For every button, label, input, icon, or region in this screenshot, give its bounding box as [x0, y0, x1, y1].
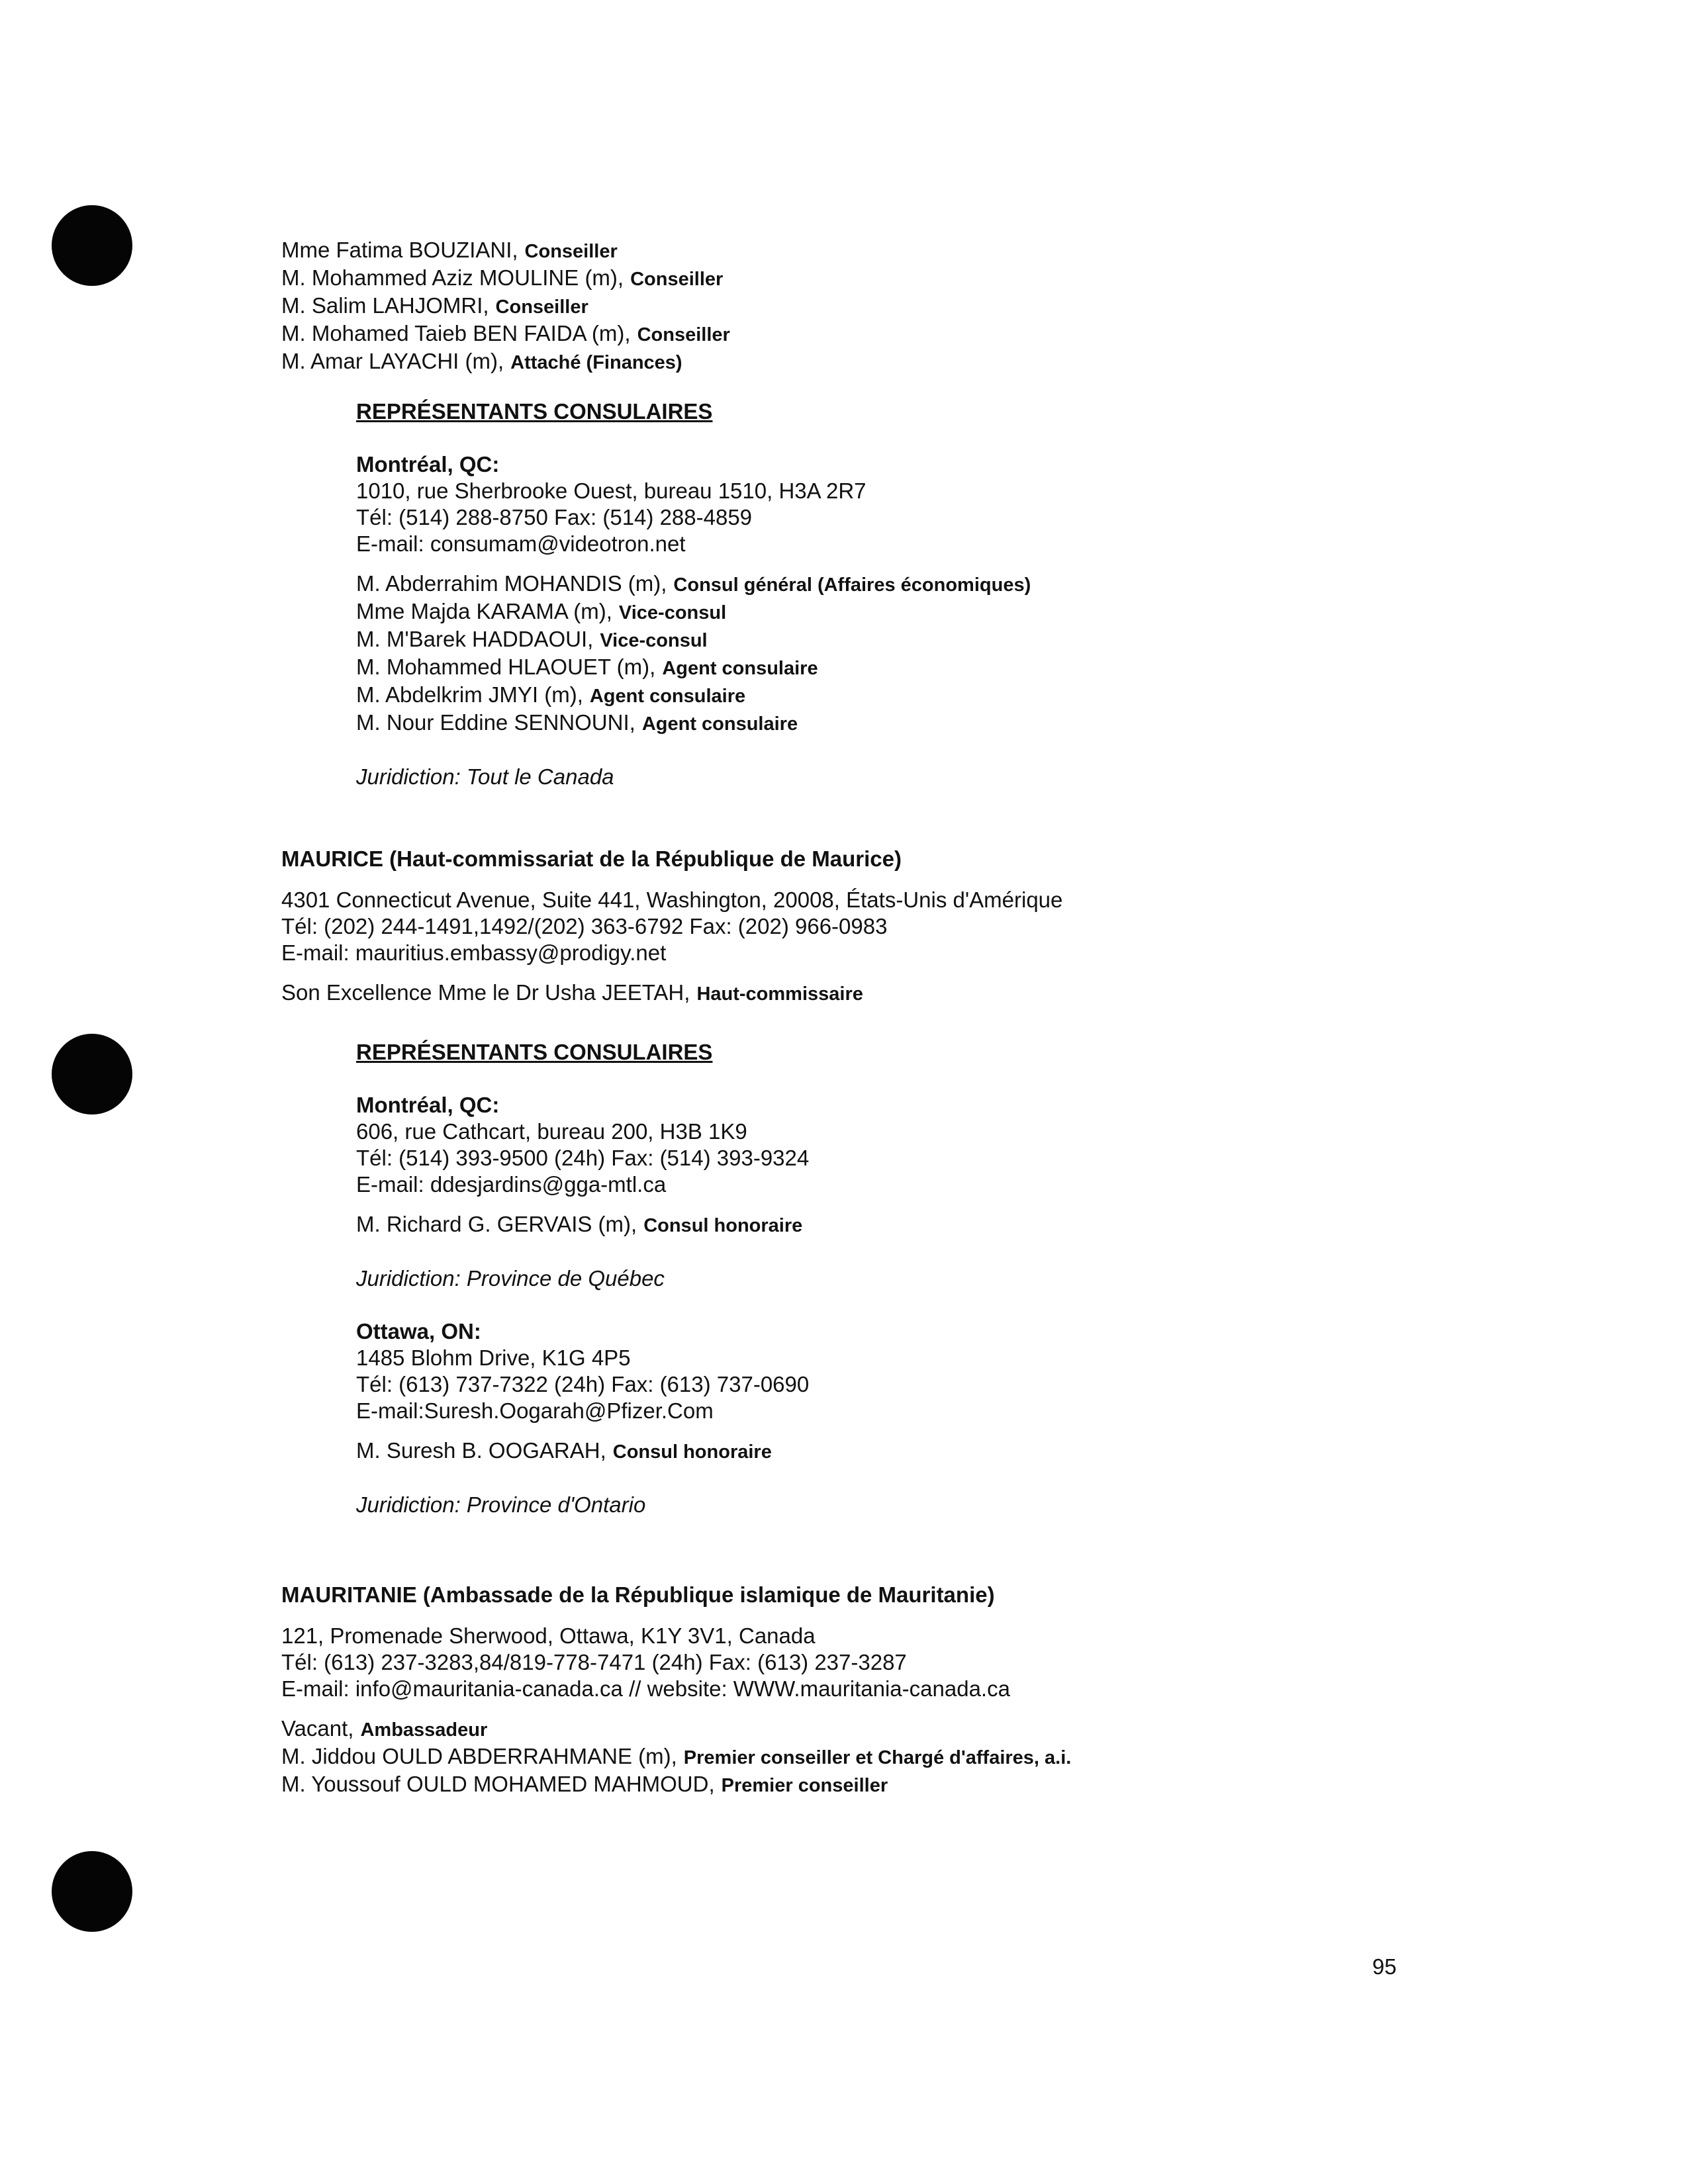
staff-line: M. M'Barek HADDAOUI, Vice-consul: [356, 627, 708, 651]
staff-line: M. Mohammed HLAOUET (m), Agent consulaire: [356, 655, 818, 679]
staff-line: M. Amar LAYACHI (m), Attaché (Finances): [281, 349, 682, 373]
staff-line: M. Mohamed Taieb BEN FAIDA (m), Conseiller: [281, 321, 730, 345]
phone-line: Tél: (514) 393-9500 (24h) Fax: (514) 393-9324: [356, 1146, 810, 1170]
address-line: 121, Promenade Sherwood, Ottawa, K1Y 3V1, Canada: [281, 1623, 816, 1648]
email-line: E-mail:Suresh.Oogarah@Pfizer.Com: [356, 1398, 714, 1423]
staff-line: M. Richard G. GERVAIS (m), Consul honoraire: [356, 1212, 803, 1236]
head-of-mission: Son Excellence Mme le Dr Usha JEETAH, Haut-commissaire: [281, 980, 863, 1005]
staff-line: M. Mohammed Aziz MOULINE (m), Conseiller: [281, 265, 724, 290]
address-line: 1485 Blohm Drive, K1G 4P5: [356, 1345, 631, 1370]
staff-line: Mme Fatima BOUZIANI, Conseiller: [281, 238, 618, 262]
email-line: E-mail: ddesjardins@gga-mtl.ca: [356, 1172, 667, 1197]
country-heading: MAURICE (Haut-commissariat de la République de Maurice): [281, 846, 902, 871]
email-line: E-mail: mauritius.embassy@prodigy.net: [281, 940, 667, 965]
phone-line: Tél: (613) 237-3283,84/819-778-7471 (24h) Fax: (613) 237-3287: [281, 1650, 907, 1674]
binder-hole-bottom: [52, 1851, 132, 1932]
staff-line: M. Jiddou OULD ABDERRAHMANE (m), Premier conseiller et Chargé d'affaires, a.i.: [281, 1744, 1072, 1768]
top-staff-list: [281, 237, 730, 376]
city-heading: Montréal, QC:: [356, 1093, 500, 1117]
city-heading: Ottawa, ON:: [356, 1319, 481, 1343]
address-line: 1010, rue Sherbrooke Ouest, bureau 1510, H3A 2R7: [356, 478, 867, 503]
address-line: 606, rue Cathcart, bureau 200, H3B 1K9: [356, 1119, 747, 1144]
mauritanie-section: [281, 1582, 1071, 1799]
maroc-consular-section: [356, 398, 1031, 790]
country-heading: MAURITANIE (Ambassade de la République islamique de Mauritanie): [281, 1582, 995, 1607]
phone-line: Tél: (202) 244-1491,1492/(202) 363-6792 Fax: (202) 966-0983: [281, 914, 888, 938]
staff-line: M. Salim LAHJOMRI, Conseiller: [281, 293, 588, 318]
staff-line: Mme Majda KARAMA (m), Vice-consul: [356, 599, 727, 623]
jurisdiction: Juridiction: Province d'Ontario: [356, 1492, 646, 1517]
jurisdiction: Juridiction: Tout le Canada: [356, 764, 614, 789]
phone-line: Tél: (613) 737-7322 (24h) Fax: (613) 737-0690: [356, 1372, 810, 1396]
email-line: E-mail: consumam@videotron.net: [356, 531, 686, 556]
maurice-consular-section: [356, 1039, 809, 1518]
staff-line: Vacant, Ambassadeur: [281, 1716, 488, 1741]
maurice-section: [281, 846, 1062, 1007]
staff-line: M. Nour Eddine SENNOUNI, Agent consulaire: [356, 710, 798, 735]
address-line: 4301 Connecticut Avenue, Suite 441, Washington, 20008, États-Unis d'Amérique: [281, 887, 1063, 912]
consular-heading: REPRÉSENTANTS CONSULAIRES: [356, 1040, 713, 1064]
email-line: E-mail: info@mauritania-canada.ca // website: WWW.mauritania-canada.ca: [281, 1676, 1010, 1701]
staff-line: M. Youssouf OULD MOHAMED MAHMOUD, Premier conseiller: [281, 1772, 888, 1796]
jurisdiction: Juridiction: Province de Québec: [356, 1266, 665, 1291]
page-number: 95: [1372, 1954, 1397, 1979]
binder-hole-top: [52, 205, 132, 286]
city-heading: Montréal, QC:: [356, 452, 500, 477]
consular-heading: REPRÉSENTANTS CONSULAIRES: [356, 399, 713, 424]
phone-line: Tél: (514) 288-8750 Fax: (514) 288-4859: [356, 505, 753, 529]
staff-line: M. Abdelkrim JMYI (m), Agent consulaire: [356, 682, 746, 707]
staff-line: M. Suresh B. OOGARAH, Consul honoraire: [356, 1438, 772, 1463]
staff-line: M. Abderrahim MOHANDIS (m), Consul général (Affaires économiques): [356, 571, 1031, 596]
binder-hole-middle: [52, 1034, 132, 1115]
